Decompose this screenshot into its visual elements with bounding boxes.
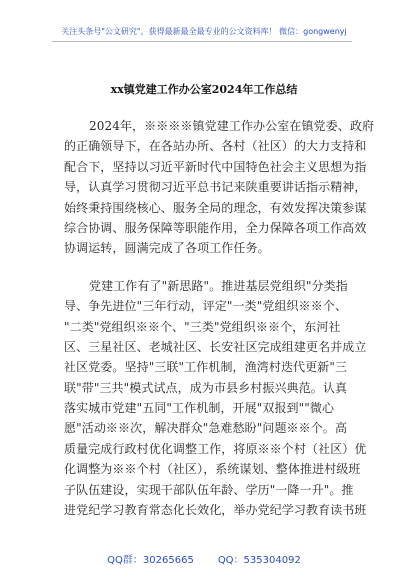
header-divider bbox=[52, 41, 352, 42]
paragraph-2-line: 子队伍建设，实现干部队伍年龄、学历"一降一升"。推 bbox=[64, 482, 354, 497]
document-title: xx镇党建工作办公室2024年工作总结 bbox=[110, 83, 298, 96]
paragraph-1-line: 导，认真学习贯彻习近平总书记来陕重要讲话指示精神， bbox=[64, 180, 367, 195]
paragraph-1-line: 2024年，※※※※镇党建工作办公室在镇党委、政府 bbox=[89, 119, 375, 133]
footer-qq-number: QQ：535304092 bbox=[217, 555, 301, 566]
paragraph-1-line: 的正确领导下，在各站办所、各村（社区）的大力支持和 bbox=[64, 139, 367, 154]
paragraph-2-line: 导、争先进位"三年行动，评定"一类"党组织※※个、 bbox=[64, 299, 348, 314]
header-promo-text: 关注头条号"公文研究"，获得最新最全最专业的公文资料库！ 微信：gongwenyj bbox=[61, 27, 347, 36]
paragraph-2-line: 进党纪学习教育常态化长效化，举办党纪学习教育读书班 bbox=[64, 503, 367, 518]
document-body bbox=[64, 116, 375, 520]
paragraph-1-line: 协调运转，圆满完成了各项工作任务。 bbox=[64, 241, 270, 256]
paragraph-2-line: 质量完成行政村优化调整工作，将原※※个村（社区）优 bbox=[64, 441, 367, 456]
footer-qq-group: QQ群：30265665 bbox=[107, 555, 194, 566]
footer-contact bbox=[0, 551, 408, 566]
paragraph-1-line: 配合下，坚持以习近平新时代中国特色社会主义思想为指 bbox=[64, 159, 367, 174]
paragraph-2-line: 区、三星社区、老城社区、长安社区完成组建更名并成立 bbox=[64, 339, 367, 354]
paragraph-2-line: 联"带"三共"模式试点，成为市县乡村振兴典范。认真 bbox=[64, 380, 348, 395]
paragraph-1-line: 始终秉持围绕核心、服务全局的理念，有效发挥决策参谋 bbox=[64, 200, 367, 215]
paragraph-2-line: 愿"活动※※次，解决群众"急难愁盼"问题※※个。高 bbox=[64, 421, 348, 436]
paragraph-2-line: 化调整为※※个村（社区），系统谋划、整体推进村级班 bbox=[64, 462, 361, 477]
paragraph-2-line: 社区党委。坚持"三联"工作机制，渔湾村迭代更新"三 bbox=[64, 360, 348, 375]
paragraph-1-line: 综合协调、服务保障等职能作用，全力保障各项工作高效 bbox=[64, 220, 367, 235]
paragraph-2-line: "二类"党组织※※个、"三类"党组织※※个，东河社 bbox=[64, 319, 341, 334]
paragraph-2-line: 党建工作有了"新思路"。推进基层党组织"分类指 bbox=[89, 278, 348, 293]
paragraph-2-line: 落实城市党建"五同"工作机制，开展"双报到""微心 bbox=[64, 401, 335, 416]
paragraph-gap bbox=[64, 259, 350, 276]
